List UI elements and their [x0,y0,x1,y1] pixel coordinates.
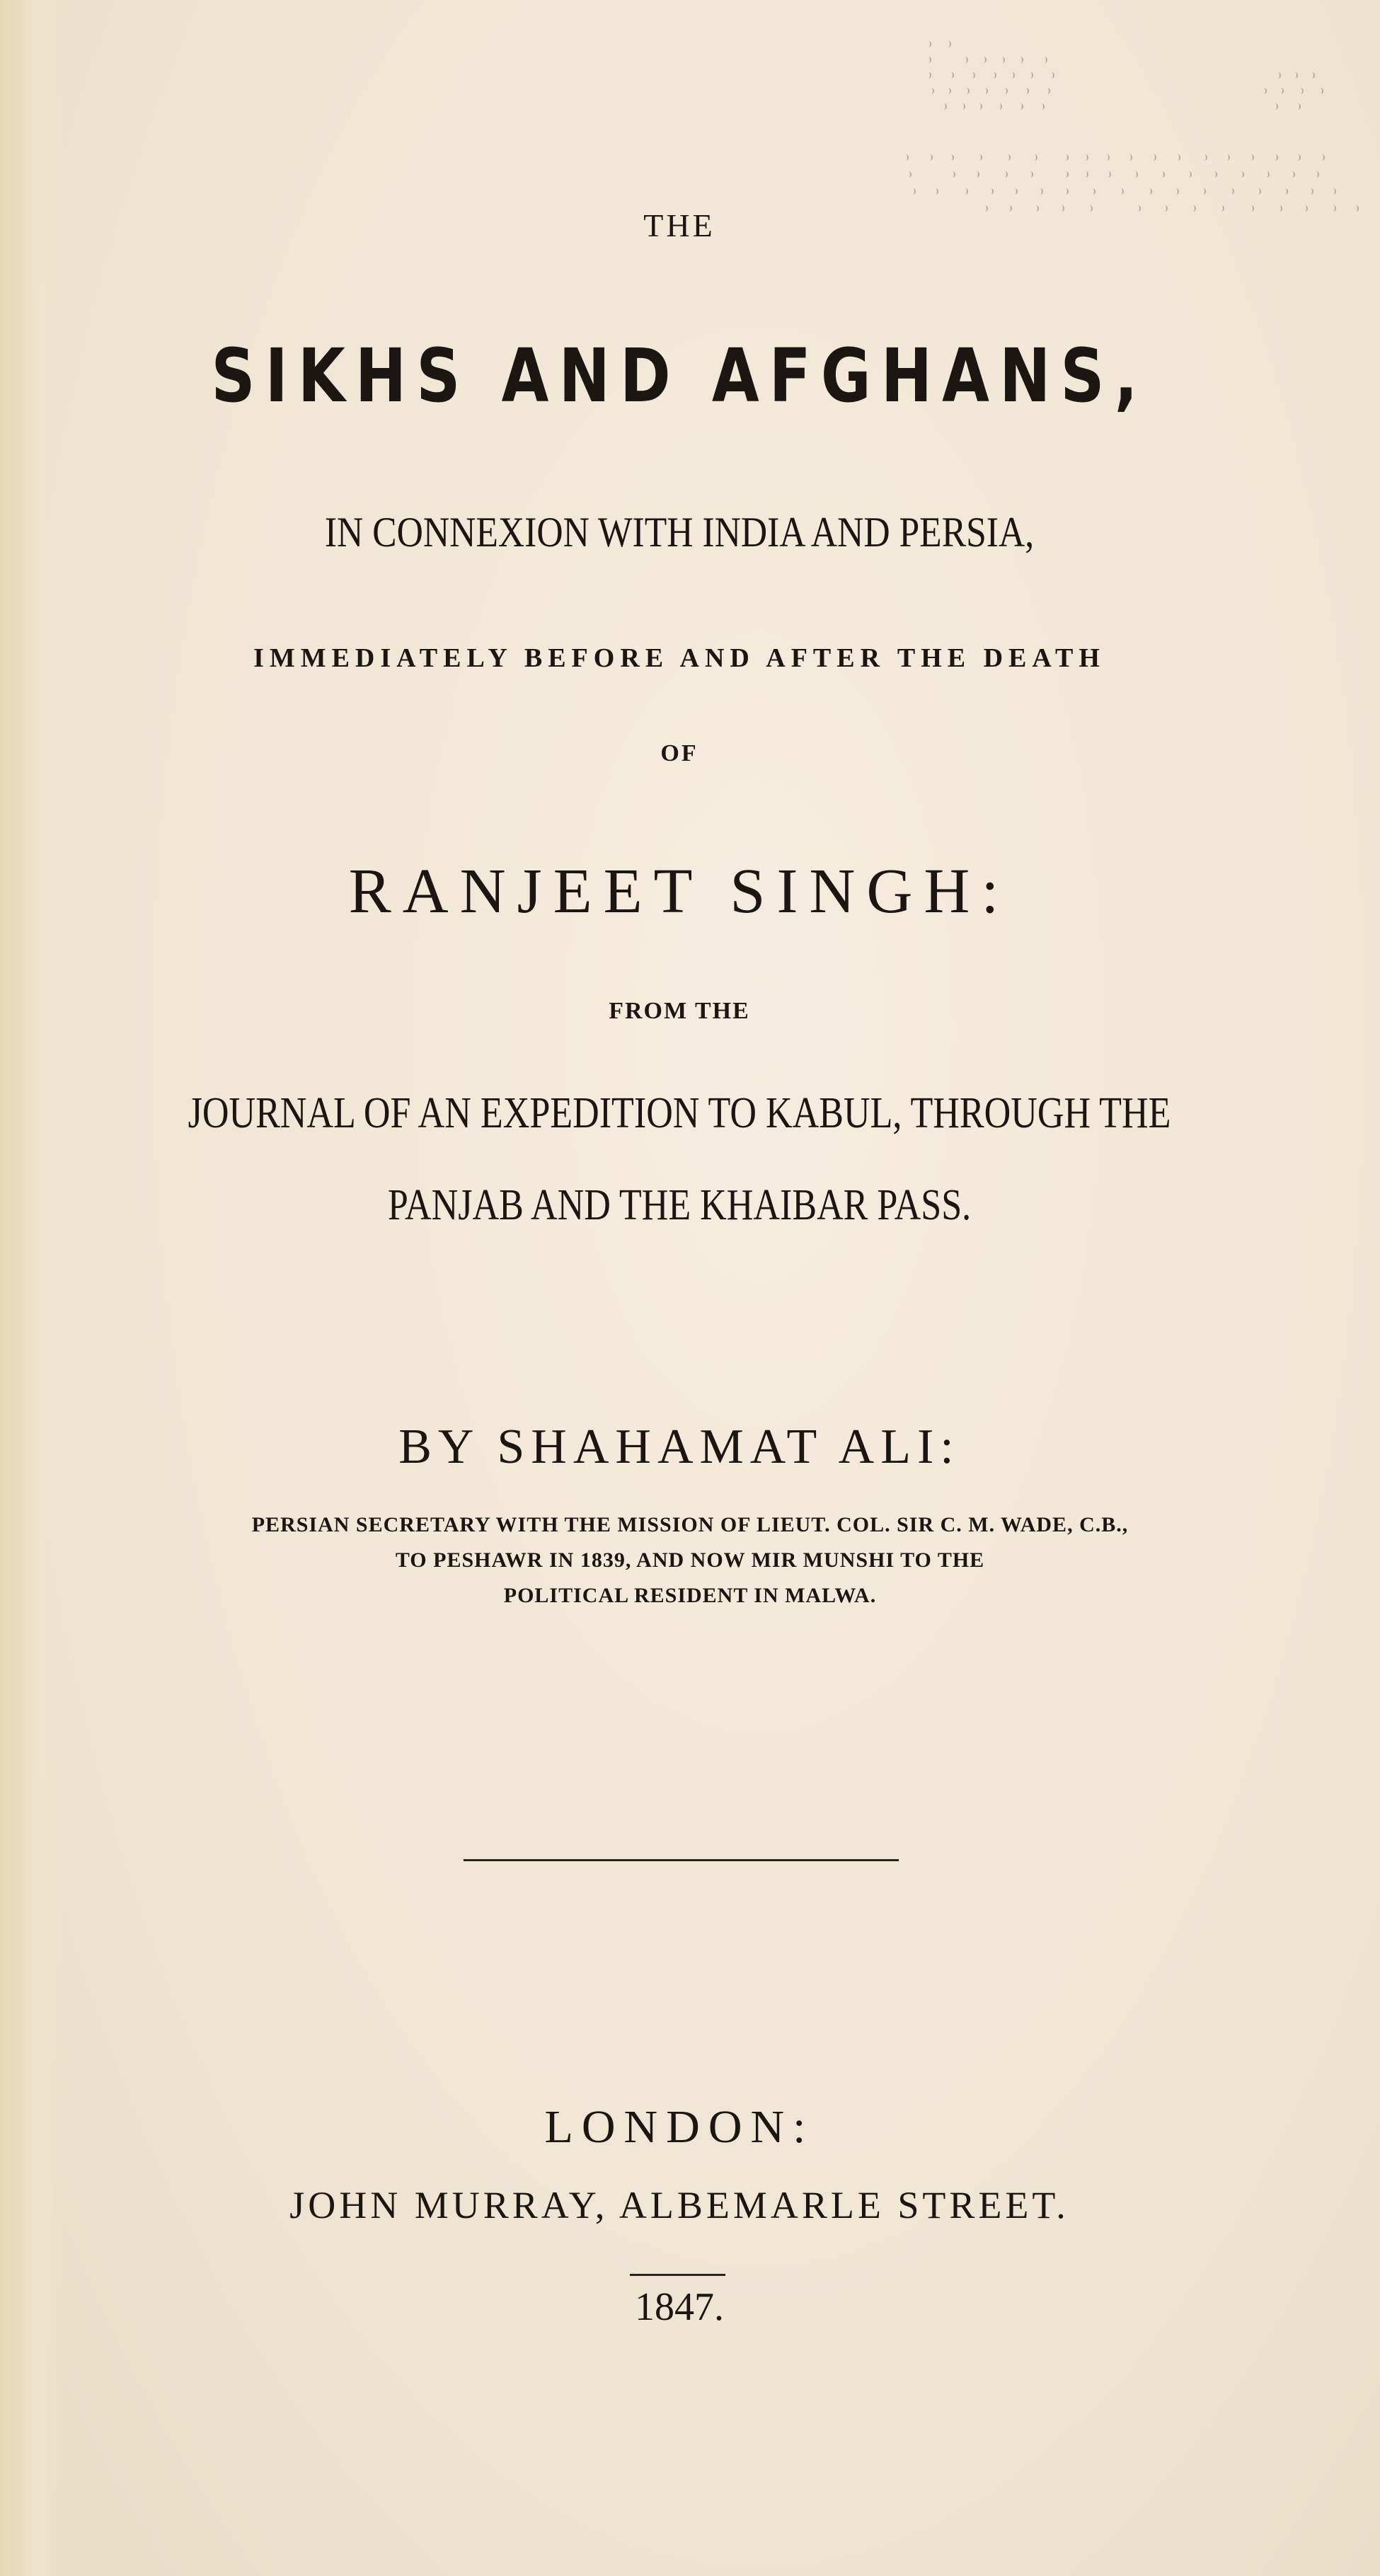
stamp-mark [948,72,954,79]
stamp-mark [1295,103,1301,110]
stamp-mark [948,154,954,161]
stamp-mark [1289,171,1295,178]
stamp-mark [1272,103,1278,110]
title-article: THE [643,207,715,243]
stamp-mark [1186,171,1192,178]
stamp-mark [945,41,951,47]
divider-rule [464,1859,899,1861]
stamp-mark [1175,154,1180,161]
stamp-mark [1032,154,1037,161]
credentials-line: POLITICAL RESIDENT IN MALWA. [503,1584,877,1607]
source-line-1: JOURNAL OF AN EXPEDITION TO KABUL, THROUGH THE [188,1089,1171,1137]
stamp-mark [1005,154,1011,161]
stamp-mark [1272,154,1278,161]
stamp-mark [1063,171,1069,178]
stamp-mark [1238,171,1244,178]
stamp-mark [1229,188,1234,195]
stamp-mark [1255,188,1261,195]
stamp-mark [1200,188,1206,195]
main-title: SIKHS AND AFGHANS, [211,333,1148,419]
stamp-mark [1278,88,1284,94]
stamp-mark [1282,188,1288,195]
stamp-mark [906,171,912,178]
imprint-year: 1847. [635,2285,724,2329]
stamp-mark [1319,154,1325,161]
stamp-mark [962,57,968,63]
stamp-mark [950,171,955,178]
source-intro: FROM THE [609,998,750,1024]
stamp-mark [1308,188,1313,195]
stamp-mark [1090,188,1096,195]
stamp-mark [926,57,931,63]
credentials-line: TO PESHAWR IN 1839, AND NOW MIR MUNSHI TO THE [395,1548,985,1572]
subtitle-of: OF [660,740,698,766]
subject-name: RANJEET SINGH: [348,856,1011,926]
stamp-mark [996,103,1002,110]
stamp-mark [1212,171,1217,178]
stamp-mark [1083,154,1088,161]
subtitle-continuation: IMMEDIATELY BEFORE AND AFTER THE DEATH [253,643,1105,673]
stamp-mark [1028,72,1033,79]
stamp-mark [1049,72,1054,79]
imprint-publisher: JOHN MURRAY, ALBEMARLE STREET. [289,2184,1069,2226]
stamp-mark [1318,88,1323,94]
stamp-mark [964,88,970,94]
stamp-mark [1261,88,1267,94]
imprint-city: LONDON: [544,2101,815,2153]
stamp-mark [1127,154,1132,161]
stamp-mark [933,188,938,195]
stamp-mark [1037,188,1043,195]
stamp-mark [926,41,931,47]
stamp-mark [999,57,1005,63]
stamp-mark [981,57,987,63]
stamp-mark [1151,154,1156,161]
stamp-mark [1105,171,1111,178]
stamp-mark [928,88,934,94]
stamp-mark [1132,171,1138,178]
stamp-mark [945,88,951,94]
stamp-mark [910,188,916,195]
stamp-mark [977,154,982,161]
author-byline: BY SHAHAMAT ALI: [398,1420,960,1474]
stamp-mark [926,72,931,79]
stamp-mark [903,154,909,161]
stamp-mark [1292,72,1298,79]
stamp-mark [1039,103,1045,110]
stamp-mark [1023,88,1029,94]
stamp-mark [1063,188,1069,195]
stamp-mark [927,154,933,161]
author-credentials [0,1507,1380,1614]
stamp-mark [1202,154,1207,161]
stamp-mark [1104,154,1110,161]
stamp-mark [1159,171,1165,178]
stamp-mark [962,188,968,195]
stamp-mark [1313,171,1319,178]
subtitle: IN CONNEXION WITH INDIA AND PERSIA, [324,509,1035,556]
stamp-mark [1248,154,1254,161]
stamp-mark [1018,57,1023,63]
stamp-mark [1298,88,1304,94]
stamp-mark [1002,171,1008,178]
stamp-mark [1009,72,1015,79]
stamp-mark [941,103,947,110]
stamp-mark [1012,188,1018,195]
stamp-mark [1146,188,1152,195]
stamp-mark [1083,171,1088,178]
stamp-mark [1063,154,1069,161]
stamp-mark [1018,103,1023,110]
stamp-mark [1295,154,1301,161]
short-divider-rule [630,2274,725,2276]
stamp-mark [991,72,996,79]
stamp-mark [1173,188,1179,195]
stamp-mark [988,188,994,195]
stamp-mark [982,88,988,94]
stamp-mark [970,72,975,79]
stamp-mark [1309,72,1315,79]
stamp-mark [1275,72,1281,79]
stamp-mark [1028,171,1033,178]
stamp-mark [1045,88,1050,94]
stamp-mark [974,171,979,178]
credentials-line: PERSIAN SECRETARY WITH THE MISSION OF LIEUT. COL. SIR C. M. WADE, C.B., [251,1513,1129,1536]
stamp-mark [1330,188,1336,195]
stamp-mark [1264,171,1270,178]
stamp-mark [1042,57,1047,63]
stamp-mark [1118,188,1124,195]
stamp-mark [977,103,982,110]
stamp-mark [1002,88,1008,94]
stamp-mark [1224,154,1230,161]
source-line-2: PANJAB AND THE KHAIBAR PASS. [387,1181,972,1229]
stamp-mark [960,103,965,110]
